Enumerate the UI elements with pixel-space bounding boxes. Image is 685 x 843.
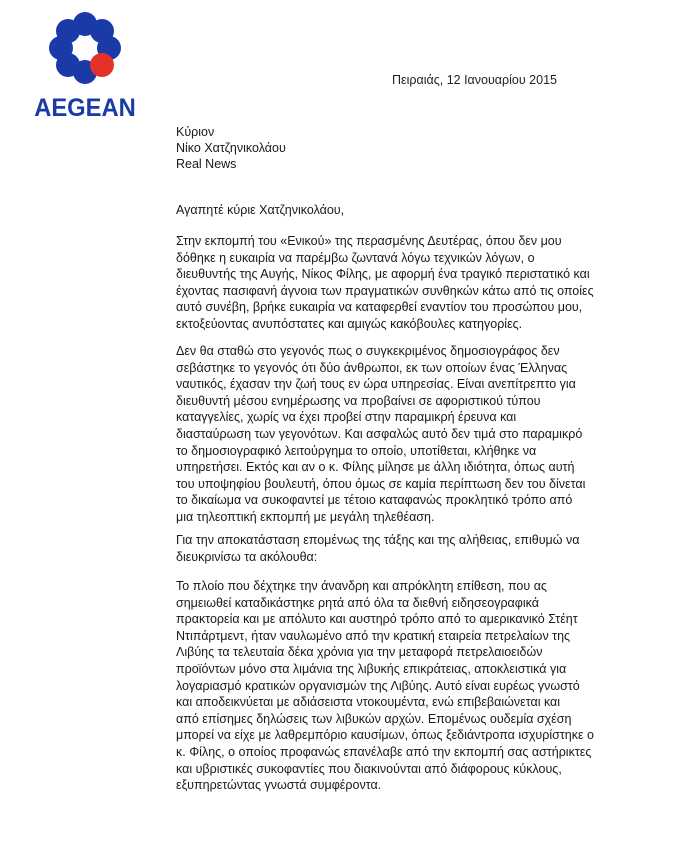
text-line: υπηρετήσει. Εκτός και αν ο κ. Φίλης μίλησε με άλλη ιδιότητα, όπως αυτή	[176, 460, 575, 475]
text-line: σημειωθεί καταδικάστηκε ρητά από όλα τα διεθνή ειδησεογραφικά	[176, 595, 539, 610]
recipient-line: Real News	[176, 157, 237, 171]
text-line: του υποψηφίου βουλευτή, όπου όμως σε καμία περίπτωση δεν του δίνεται	[176, 476, 586, 491]
salutation: Αγαπητέ κύριε Χατζηνικολάου,	[176, 203, 345, 217]
text-line: διευθυντή μέσου ενημέρωσης να προβαίνει σε αφοριστικού τύπου	[176, 393, 541, 408]
text-line: διευκρινίσω τα ακόλουθα:	[176, 549, 318, 564]
recipient-line: Κύριον	[176, 125, 215, 139]
text-line: Λιβύης τα τελευταία δέκα χρόνια για την μεταφορά πετρελαιοειδών	[176, 645, 543, 660]
text-line: δόθηκε η ευκαιρία να παρέμβω ζωντανά λόγω τεχνικών λόγων, ο	[176, 250, 535, 265]
text-line: Δεν θα σταθώ στο γεγονός πως ο συγκεκριμένος δημοσιογράφος δεν	[176, 344, 560, 358]
letter-date: Πειραιάς, 12 Ιανουαρίου 2015	[392, 73, 557, 87]
text-line: μπορεί να είχε με λαθρεμπόριο καυσίμων, όπως ξεδιάντροπα ισχυρίστηκε ο	[176, 728, 594, 743]
body-paragraph	[176, 233, 594, 333]
text-line: πρακτορεία και με απόλυτο και αυστηρό τρόπο από το αμερικανικό Στέητ	[176, 612, 578, 627]
text-line: διασταύρωση των γεγονότων. Και ασφαλώς αυτό δεν τιμά στο παραμικρό	[176, 426, 583, 441]
text-line: μια τηλεοπτική εκπομπή με μεγάλη τηλεθέαση.	[176, 509, 435, 524]
text-line: έχοντας πασιφανή άγνοια των πραγματικών συνθηκών κάτω από τις οποίες	[176, 283, 594, 298]
text-line: λογαριασμό κρατικών οργανισμών της Λιβύης. Αυτό είναι ευρέως γνωστό	[176, 678, 580, 693]
text-line: αυτό συνέβη, βρήκε ευκαιρία να καταφερθεί εναντίον του προσώπου μου,	[176, 300, 583, 315]
body-paragraph	[176, 532, 580, 565]
text-line: καταγγελίες, χωρίς να έχει προβεί στην παραμικρή έρευνα και	[176, 410, 517, 425]
text-line: προϊόντων μόνο στα λιμάνια της λιβυκής επικράτειας, αποκλειστικά για	[176, 661, 567, 676]
aegean-logo	[30, 8, 140, 122]
text-line: εξυπηρετώντας γνωστά συμφέροντα.	[176, 778, 382, 793]
text-line: Για την αποκατάσταση επομένως της τάξης και της αλήθειας, επιθυμώ να	[176, 533, 580, 547]
text-line: το δικαίωμα να συκοφαντεί με τέτοιο καταφανώς προκλητικό τρόπο από	[176, 493, 573, 508]
body-paragraph	[176, 343, 586, 526]
star-flower-icon	[30, 8, 140, 98]
recipient-line: Νίκο Χατζηνικολάου	[176, 141, 286, 155]
text-line: και αποδεικνύεται με αδιάσειστα ντοκουμέντα, ενώ επιβεβαιώνεται και	[176, 695, 561, 710]
text-line: από επίσημες δηλώσεις των λιβυκών αρχών. Επομένως ουδεμία σχέση	[176, 711, 572, 726]
text-line: ναυτικός, έχασαν την ζωή τους εν ώρα υπηρεσίας. Είναι ανεπίτρεπτο για	[176, 377, 576, 392]
text-line: το δημοσιογραφικό λειτούργημα το οποίο, υποτίθεται, κλήθηκε να	[176, 443, 537, 458]
logo-wordmark: AEGEAN	[34, 94, 136, 122]
text-line: και υβριστικές συκοφαντίες που διακινούνται από διάφορους κύκλους,	[176, 761, 562, 776]
text-line: Ντιπάρτμεντ, ήταν ναυλωμένο από την κρατική εταιρεία πετρελαίων της	[176, 628, 571, 643]
body-paragraph	[176, 578, 594, 794]
text-line: Το πλοίο που δέχτηκε την άνανδρη και απρόκλητη επίθεση, που ας	[176, 579, 547, 593]
text-line: διευθυντής της Αυγής, Νίκος Φίλης, με αφορμή ένα τραγικό περιστατικό και	[176, 267, 590, 282]
text-line: κ. Φίλης, ο οποίος προφανώς επανέλαβε από την εκπομπή σας αστήρικτες	[176, 744, 592, 759]
recipient-address	[176, 124, 286, 172]
text-line: σεβάστηκε το γεγονός ότι δύο άνθρωποι, εκ των οποίων ένας Έλληνας	[176, 360, 568, 375]
text-line: Στην εκπομπή του «Ενικού» της περασμένης Δευτέρας, όπου δεν μου	[176, 234, 562, 248]
text-line: εκτοξεύοντας ανυπόστατες και αμιγώς κακόβουλες κατηγορίες.	[176, 316, 523, 331]
